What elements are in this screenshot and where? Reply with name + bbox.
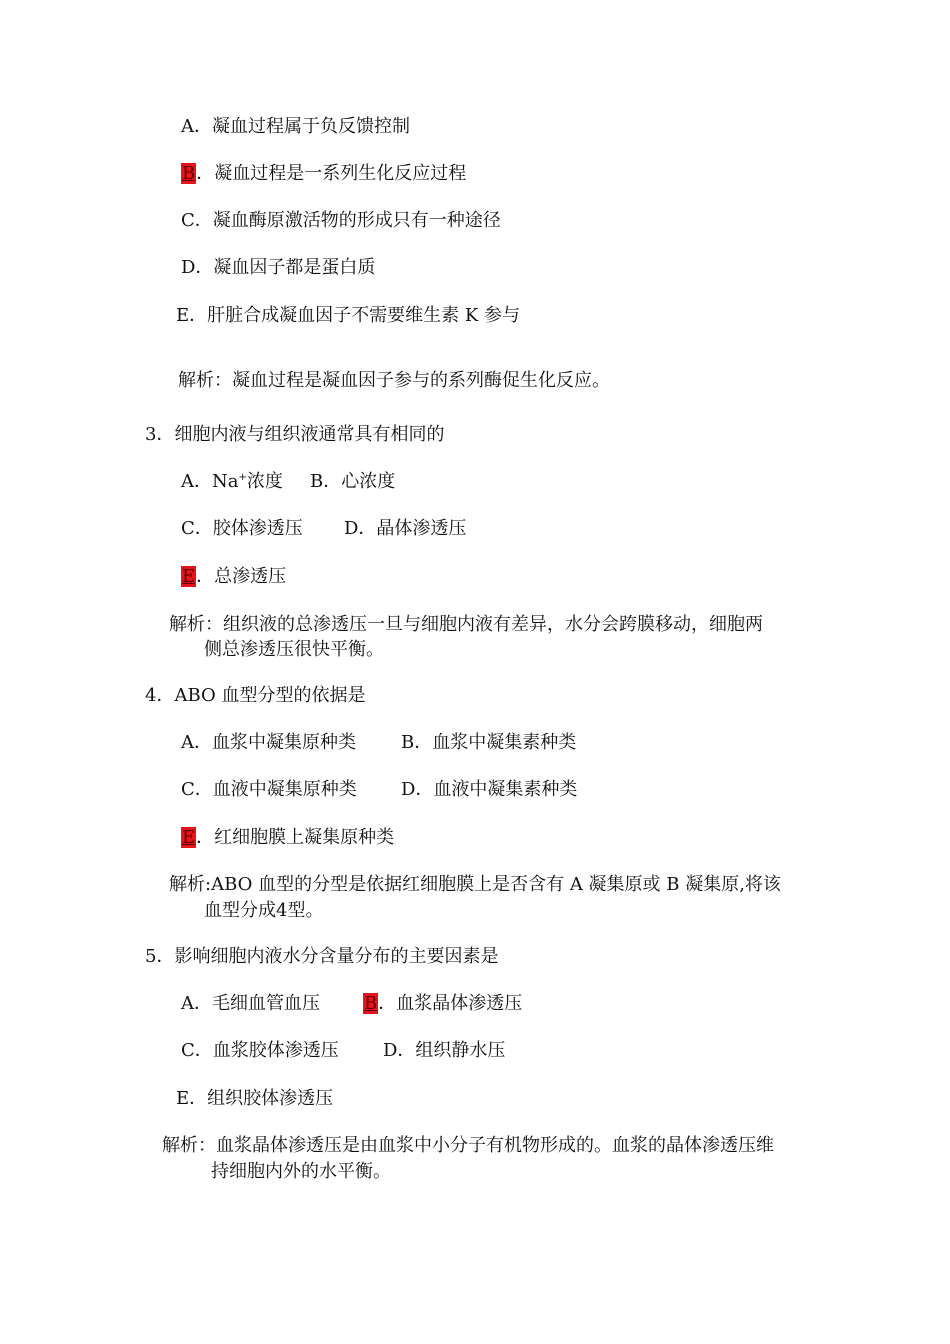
q4-analysis-line1: 解析:ABO 血型的分型是依据红细胞膜上是否含有 A 凝集原或 B 凝集原,将该 xyxy=(169,874,781,895)
q5-answer-mark: B xyxy=(364,993,378,1014)
q3-option-d: D．晶体渗透压 xyxy=(344,518,467,539)
q3-option-b: B．心浓度 xyxy=(310,471,396,492)
q2-option-b xyxy=(181,161,466,187)
q3-option-a: A．Na+浓度 xyxy=(181,471,283,492)
q3-stem: 3．细胞内液与组织液通常具有相同的 xyxy=(145,424,445,445)
q4-option-b: B．血浆中凝集素种类 xyxy=(401,732,577,753)
q5-analysis-line2: 持细胞内外的水平衡。 xyxy=(211,1161,391,1182)
q3-answer-mark: E xyxy=(182,566,196,587)
q2-option-b-text: ．凝血过程是一系列生化反应过程 xyxy=(196,163,467,184)
q2-option-a: A．凝血过程属于负反馈控制 xyxy=(181,116,410,137)
q2-option-d: D．凝血因子都是蛋白质 xyxy=(181,257,376,278)
q5-stem: 5．影响细胞内液水分含量分布的主要因素是 xyxy=(145,946,499,967)
q5-option-e: E．组织胶体渗透压 xyxy=(176,1088,334,1109)
q4-answer-mark: E xyxy=(182,827,196,848)
q5-option-a: A．毛细血管血压 xyxy=(181,993,320,1014)
q4-analysis-line2: 血型分成4型。 xyxy=(204,900,324,921)
q4-option-c: C．血液中凝集原种类 xyxy=(181,779,357,800)
q4-option-e: E．红细胞膜上凝集原种类 xyxy=(182,827,395,848)
q3-analysis-line1: 解析：组织液的总渗透压一旦与细胞内液有差异，水分会跨膜移动，细胞两 xyxy=(169,614,763,635)
q2-answer-mark: B xyxy=(182,163,196,184)
q5-option-c: C．血浆胶体渗透压 xyxy=(181,1040,339,1061)
q3-option-e: E．总渗透压 xyxy=(182,566,287,587)
q5-option-d: D．组织静水压 xyxy=(383,1040,506,1061)
q4-option-a: A．血浆中凝集原种类 xyxy=(181,732,356,753)
q3-option-c: C．胶体渗透压 xyxy=(181,518,303,539)
q3-analysis-line2: 侧总渗透压很快平衡。 xyxy=(204,639,384,660)
q2-option-e: E．肝脏合成凝血因子不需要维生素 K 参与 xyxy=(176,305,521,326)
q2-analysis: 解析：凝血过程是凝血因子参与的系列酶促生化反应。 xyxy=(178,370,610,391)
q4-option-d: D．血液中凝集素种类 xyxy=(401,779,578,800)
q2-option-c: C．凝血酶原激活物的形成只有一种途径 xyxy=(181,210,501,231)
q5-analysis-line1: 解析：血浆晶体渗透压是由血浆中小分子有机物形成的。血浆的晶体渗透压维 xyxy=(162,1135,774,1156)
q4-stem: 4．ABO 血型分型的依据是 xyxy=(145,685,366,706)
q5-option-b: B．血浆晶体渗透压 xyxy=(364,993,523,1014)
